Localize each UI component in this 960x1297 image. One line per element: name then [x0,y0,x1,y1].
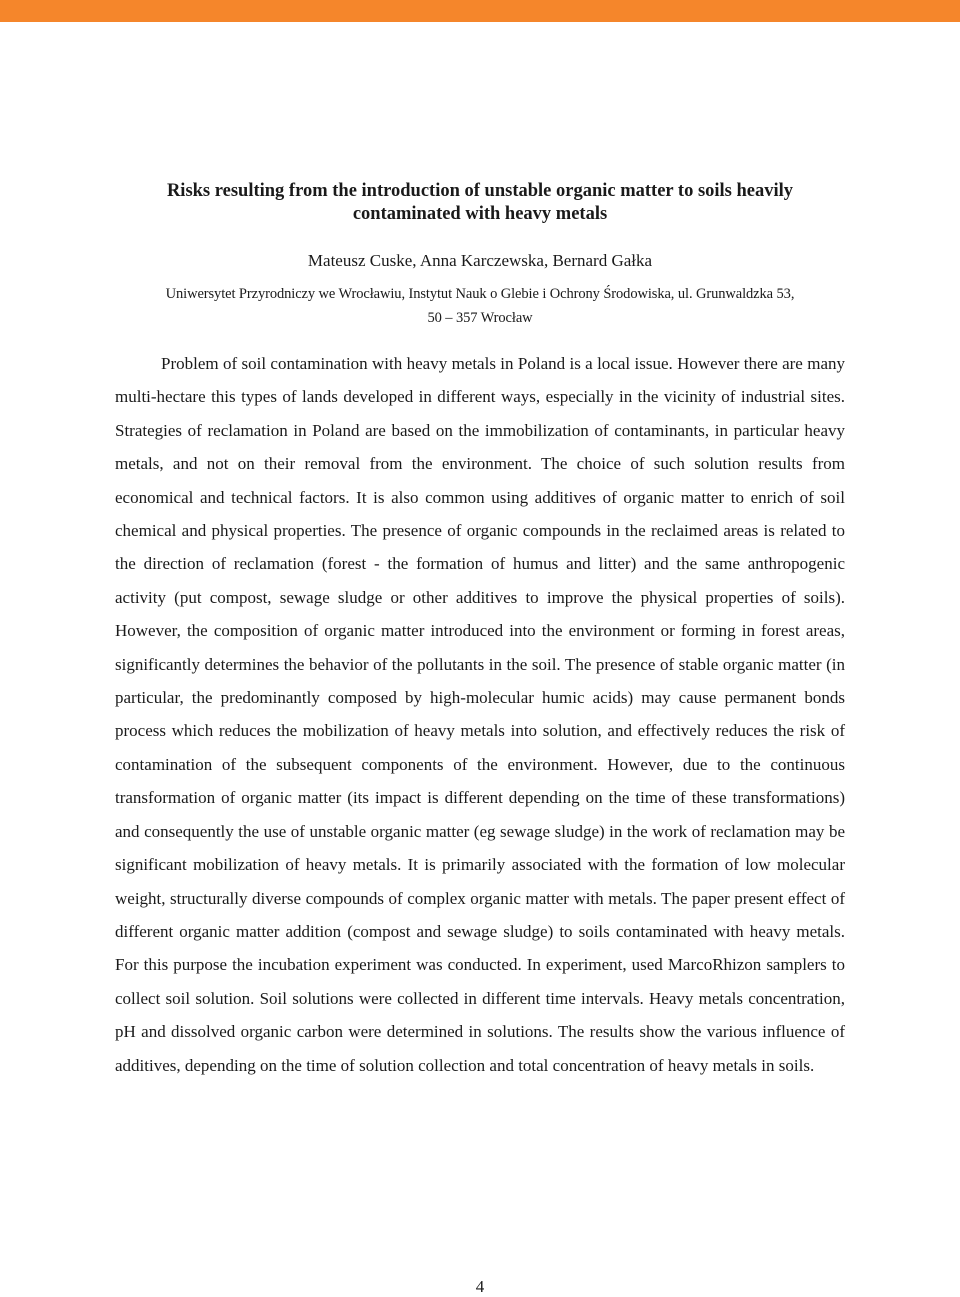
page-number: 4 [475,1277,485,1296]
paper-title-line-2: contaminated with heavy metals [352,204,608,224]
header-accent-bar [0,0,960,22]
paper-affiliation [115,282,845,330]
paper-page [115,180,845,1099]
paper-abstract: Problem of soil contamination with heavy metals in Poland is a local issue. However there are many multi-hectare this types of lands developed in different ways, especially in the vicinity of industrial sites. Strategies of reclamation in Poland are based on the immobilization of contaminants, in particular heavy metals, and not on their removal from the environment. The choice of such solution results from economical and technical factors. It is also common using additives of organic matter to enrich of soil chemical and physical properties. The presence of organic compounds in the reclaimed areas is related to the direction of reclamation (forest - the formation of humus and litter) and the same anthropogenic activity (put compost, sewage sludge or other additives to improve the physical properties of soils). However, the composition of organic matter introduced into the environment or forming in forest areas, significantly determines the behavior of the pollutants in the soil. The presence of stable organic matter (in particular, the predominantly composed by high-molecular humic acids) may cause permanent bonds process which reduces the mobilization of heavy metals into solution, and effectively reduces the risk of contamination of the subsequent components of the environment. However, due to the continuous transformation of organic matter (its impact is different depending on the time of these transformations) and consequently the use of unstable organic matter (eg sewage sludge) in the work of reclamation may be significant mobilization of heavy metals. It is primarily associated with the formation of low molecular weight, structurally diverse compounds of complex organic matter with metals. The paper present effect of different organic matter addition (compost and sewage sludge) to soils contaminated with heavy metals. For this purpose the incubation experiment was conducted. In experiment, used MarcoRhizon samplers to collect soil solution. Soil solutions were collected in different time intervals. Heavy metals concentration, pH and dissolved organic carbon were determined in solutions. The results show the various influence of additives, depending on the time of solution collection and total concentration of heavy metals in soils. [115,354,845,1075]
paper-title-line-1: Risks resulting from the introduction of unstable organic matter to soils heavily [166,181,794,201]
affiliation-line-2: 50 – 357 Wrocław [427,310,533,326]
affiliation-line-1: Uniwersytet Przyrodniczy we Wrocławiu, Instytut Nauk o Glebie i Ochrony Środowiska, ul. Grunwaldzka 53, [165,286,795,302]
paper-authors: Mateusz Cuske, Anna Karczewska, Bernard Gałka [307,251,653,270]
paper-title [115,180,845,226]
